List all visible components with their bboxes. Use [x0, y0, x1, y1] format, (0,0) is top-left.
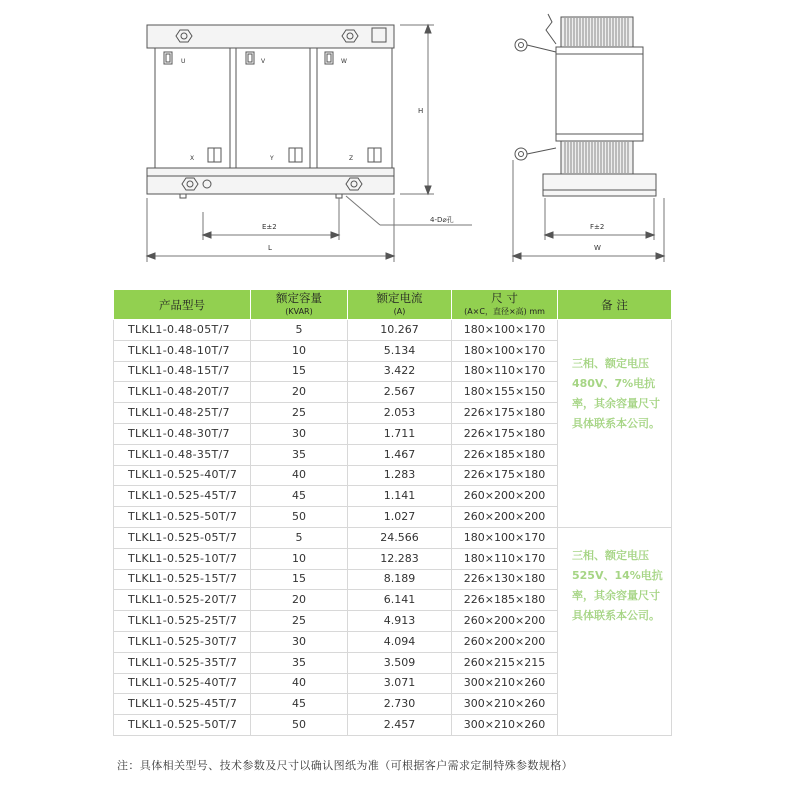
- cell-size: 226×185×180: [452, 590, 558, 611]
- table-row: [114, 320, 672, 341]
- cell-capacity: 5: [251, 320, 348, 341]
- cell-current: 3.071: [348, 673, 452, 694]
- hole-callout-label: 4-D⌀孔: [430, 216, 454, 224]
- cell-capacity: 10: [251, 548, 348, 569]
- cell-capacity: 20: [251, 382, 348, 403]
- cell-current: 2.053: [348, 403, 452, 424]
- cell-capacity: 35: [251, 652, 348, 673]
- cell-model: TLKL1-0.525-15T/7: [114, 569, 251, 590]
- cell-model: TLKL1-0.525-45T/7: [114, 486, 251, 507]
- cell-model: TLKL1-0.48-35T/7: [114, 444, 251, 465]
- side-view: [513, 14, 664, 262]
- cell-size: 226×175×180: [452, 403, 558, 424]
- e-dim-label: E±2: [262, 223, 277, 231]
- cell-size: 226×175×180: [452, 465, 558, 486]
- cell-current: 4.094: [348, 631, 452, 652]
- remarks-cell: [558, 527, 672, 735]
- side-foot: [543, 174, 656, 196]
- cell-capacity: 25: [251, 611, 348, 632]
- cell-capacity: 35: [251, 444, 348, 465]
- cell-model: TLKL1-0.525-45T/7: [114, 694, 251, 715]
- coil-label-w: W: [341, 58, 347, 65]
- header-size: 尺 寸 (A×C，直径×高) mm: [452, 290, 558, 320]
- cell-model: TLKL1-0.48-15T/7: [114, 361, 251, 382]
- cell-model: TLKL1-0.525-25T/7: [114, 611, 251, 632]
- cell-current: 3.422: [348, 361, 452, 382]
- cell-capacity: 15: [251, 361, 348, 382]
- cell-capacity: 50: [251, 507, 348, 528]
- cell-model: TLKL1-0.525-40T/7: [114, 673, 251, 694]
- cell-size: 300×210×260: [452, 673, 558, 694]
- cell-size: 260×200×200: [452, 486, 558, 507]
- cell-capacity: 5: [251, 527, 348, 548]
- cell-size: 180×155×150: [452, 382, 558, 403]
- cell-size: 226×185×180: [452, 444, 558, 465]
- cell-capacity: 40: [251, 465, 348, 486]
- cell-model: TLKL1-0.48-20T/7: [114, 382, 251, 403]
- cell-size: 300×210×260: [452, 715, 558, 736]
- reactor-drawing: [0, 0, 787, 285]
- coil-label-v: V: [261, 58, 266, 65]
- cell-current: 1.467: [348, 444, 452, 465]
- cell-current: 8.189: [348, 569, 452, 590]
- coil-v: [236, 48, 310, 168]
- cell-size: 260×200×200: [452, 507, 558, 528]
- front-view: [147, 25, 472, 262]
- terminal-lug-icon: [515, 39, 527, 51]
- cell-current: 1.027: [348, 507, 452, 528]
- cell-current: 1.711: [348, 423, 452, 444]
- cell-model: TLKL1-0.48-05T/7: [114, 320, 251, 341]
- cell-current: 2.457: [348, 715, 452, 736]
- cell-current: 2.567: [348, 382, 452, 403]
- coil-label-z: Z: [349, 155, 354, 162]
- cell-current: 6.141: [348, 590, 452, 611]
- cell-model: TLKL1-0.525-50T/7: [114, 715, 251, 736]
- coil-label-x: X: [190, 155, 195, 162]
- remarks-text: 三相、额定电压525V、14%电抗率，其余容量尺寸具体联系本公司。: [572, 548, 663, 622]
- spec-table: [113, 289, 672, 736]
- l-dim-label: L: [268, 244, 272, 252]
- cell-model: TLKL1-0.525-50T/7: [114, 507, 251, 528]
- cell-capacity: 20: [251, 590, 348, 611]
- cell-model: TLKL1-0.525-20T/7: [114, 590, 251, 611]
- cell-capacity: 45: [251, 694, 348, 715]
- cell-model: TLKL1-0.525-10T/7: [114, 548, 251, 569]
- cell-size: 260×200×200: [452, 631, 558, 652]
- coil-label-y: Y: [270, 155, 274, 162]
- cell-model: TLKL1-0.525-35T/7: [114, 652, 251, 673]
- cell-current: 1.283: [348, 465, 452, 486]
- cell-size: 180×100×170: [452, 527, 558, 548]
- remarks-cell: [558, 320, 672, 528]
- cell-capacity: 50: [251, 715, 348, 736]
- height-dim-label: H: [418, 107, 424, 115]
- cell-capacity: 25: [251, 403, 348, 424]
- table-header-row: [114, 290, 672, 320]
- cell-current: 4.913: [348, 611, 452, 632]
- cell-capacity: 40: [251, 673, 348, 694]
- cell-current: 3.509: [348, 652, 452, 673]
- cell-size: 180×100×170: [452, 320, 558, 341]
- cell-current: 1.141: [348, 486, 452, 507]
- cell-capacity: 45: [251, 486, 348, 507]
- cell-size: 180×110×170: [452, 361, 558, 382]
- cell-size: 180×110×170: [452, 548, 558, 569]
- cell-model: TLKL1-0.525-30T/7: [114, 631, 251, 652]
- cell-size: 226×130×180: [452, 569, 558, 590]
- cell-current: 2.730: [348, 694, 452, 715]
- footnote: 注：具体相关型号、技术参数及尺寸以确认图纸为准（可根据客户需求定制特殊参数规格）: [117, 759, 573, 772]
- cell-capacity: 15: [251, 569, 348, 590]
- coil-label-u: U: [181, 58, 186, 65]
- header-capacity: 额定容量 (KVAR): [251, 290, 348, 320]
- cell-model: TLKL1-0.48-25T/7: [114, 403, 251, 424]
- cell-size: 260×215×215: [452, 652, 558, 673]
- cell-size: 260×200×200: [452, 611, 558, 632]
- terminal-lug-icon: [515, 148, 527, 160]
- f-dim-label: F±2: [590, 223, 605, 231]
- coil-u: [155, 48, 230, 168]
- header-model: 产品型号: [114, 290, 251, 320]
- cell-size: 226×175×180: [452, 423, 558, 444]
- header-remarks: 备 注: [558, 290, 672, 320]
- cell-model: TLKL1-0.48-30T/7: [114, 423, 251, 444]
- cell-current: 10.267: [348, 320, 452, 341]
- cell-current: 12.283: [348, 548, 452, 569]
- cell-size: 180×100×170: [452, 340, 558, 361]
- w-dim-label: W: [594, 244, 601, 252]
- cell-model: TLKL1-0.48-10T/7: [114, 340, 251, 361]
- remarks-text: 三相、额定电压480V、7%电抗率，其余容量尺寸具体联系本公司。: [572, 357, 660, 430]
- front-top-clamp: [147, 25, 394, 48]
- cell-capacity: 10: [251, 340, 348, 361]
- cell-size: 300×210×260: [452, 694, 558, 715]
- cell-current: 5.134: [348, 340, 452, 361]
- cell-capacity: 30: [251, 631, 348, 652]
- header-current: 额定电流 (A): [348, 290, 452, 320]
- cell-model: TLKL1-0.525-40T/7: [114, 465, 251, 486]
- table-row: [114, 527, 672, 548]
- side-core: [556, 47, 643, 141]
- cell-capacity: 30: [251, 423, 348, 444]
- cell-current: 24.566: [348, 527, 452, 548]
- cell-model: TLKL1-0.525-05T/7: [114, 527, 251, 548]
